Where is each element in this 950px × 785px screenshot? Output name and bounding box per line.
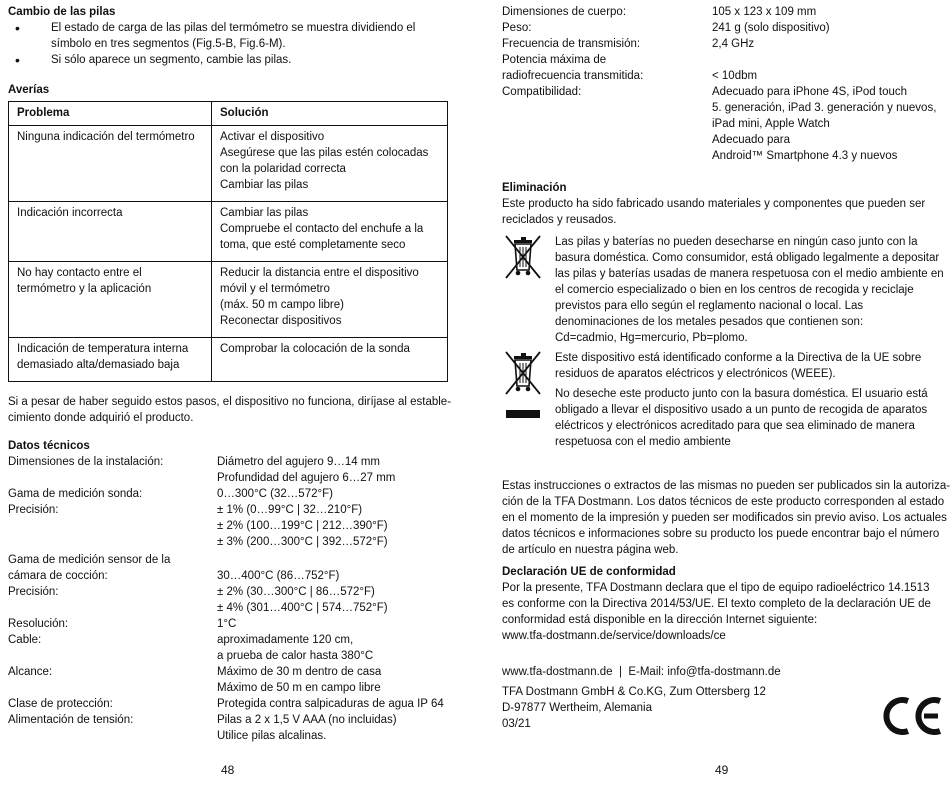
solution-line: (máx. 50 m campo libre): [220, 299, 344, 311]
text-line: las pilas y baterías usadas de manera respetuosa con el medio ambiente en: [555, 268, 944, 280]
text-line: en el momento de la impresión y pueden ser modificados sin previo aviso. Los actuales: [502, 512, 947, 524]
spec-label: Potencia máxima de: [502, 54, 607, 66]
tech-label: Resolución:: [8, 618, 69, 630]
problem-line: Ninguna indicación del termómetro: [17, 131, 195, 143]
text-line: Las pilas y baterías no pueden desecharse en ningún caso junto con la: [555, 236, 918, 248]
solution-line: Cambiar las pilas: [220, 179, 309, 191]
faults-table: [8, 101, 448, 382]
text-line: www.tfa-dostmann.de/service/downloads/ce: [502, 630, 726, 642]
battery-bullet: • Si sólo aparece un segmento, cambie las pilas.: [8, 52, 448, 68]
spec-label: Dimensiones de cuerpo:: [502, 6, 627, 18]
tech-label: Precisión:: [8, 586, 59, 598]
tech-data-list: [8, 454, 448, 744]
note-line: cimiento donde adquirió el producto.: [8, 412, 194, 424]
solution-cell: [212, 338, 448, 382]
tech-value: ± 2% (100…199°C | 212…390°F): [217, 520, 388, 532]
text-line: ción de la TFA Dostmann. Los datos técnicos de este producto corresponden al estado: [502, 496, 945, 508]
problem-line: Indicación incorrecta: [17, 207, 123, 219]
right-page: [502, 4, 950, 732]
table-row: [9, 126, 448, 202]
solution-line: Compruebe el contacto del enchufe a la: [220, 223, 424, 235]
text-line: eléctricos y electrónicos acreditado para que sea eliminado de manera: [555, 420, 915, 432]
tech-label: Precisión:: [8, 504, 59, 516]
tech-value: Máximo de 50 m en campo libre: [217, 682, 381, 694]
text-line: 03/21: [502, 718, 531, 730]
text-line: respetuosa con el medio ambiente: [555, 436, 731, 448]
tech-label: Cable:: [8, 634, 42, 646]
faults-heading: Averías: [8, 84, 50, 96]
legal-notice: [502, 478, 950, 558]
solution-cell: [212, 126, 448, 202]
tech-value: ± 1% (0…99°C | 32…210°F): [217, 504, 363, 516]
text-line: D-97877 Wertheim, Alemania: [502, 702, 652, 714]
faults-note: [8, 394, 452, 426]
spec-value: Adecuado para iPhone 4S, iPod touch: [712, 86, 908, 98]
text-line: denominaciones de los metales pesados que contienen son:: [555, 316, 864, 328]
solution-cell: [212, 202, 448, 262]
tech-value: 1°C: [217, 618, 237, 630]
tech-value: ± 4% (301…400°C | 574…752°F): [217, 602, 388, 614]
text-line: Este producto ha sido fabricado usando materiales y componentes que pueden ser: [502, 198, 926, 210]
spec-value: Android™ Smartphone 4.3 y nuevos: [712, 150, 898, 162]
tech-value: 0…300°C (32…572°F): [217, 488, 333, 500]
table-header-solution: Solución: [212, 102, 448, 126]
tech-value: Diámetro del agujero 9…14 mm: [217, 456, 380, 468]
text-line: de artículo en nuestra página web.: [502, 544, 679, 556]
solution-line: Cambiar las pilas: [220, 207, 309, 219]
tech-label: Dimensiones de la instalación:: [8, 456, 164, 468]
text-line: conformidad está disponible en la dirección Internet siguiente:: [502, 614, 818, 626]
text-line: Por la presente, TFA Dostmann declara que el tipo de equipo radioeléctrico 14.1513: [502, 582, 930, 594]
tech-value: Utilice pilas alcalinas.: [217, 730, 327, 742]
text-line: reciclados y reusados.: [502, 214, 617, 226]
spec-label: [502, 132, 712, 148]
text-line: No deseche este producto junto con la basura doméstica. El usuario está: [555, 388, 928, 400]
solution-line: Reconectar dispositivos: [220, 315, 342, 327]
tech-value: Máximo de 30 m dentro de casa: [217, 666, 382, 678]
weee-text: [555, 350, 944, 382]
weee-block: [502, 350, 944, 450]
text-line: datos técnicos e informaciones sobre su producto los puede encontrar bajo el número: [502, 528, 940, 540]
spec-label: Peso:: [502, 22, 532, 34]
spec-label: Compatibilidad:: [502, 86, 582, 98]
company-address: [502, 684, 944, 732]
spec-value: 5. generación, iPad 3. generación y nuevos,: [712, 102, 937, 114]
tech-value: a prueba de calor hasta 380°C: [217, 650, 374, 662]
table-header-problem: Problema: [9, 102, 212, 126]
spec-label: radiofrecuencia transmitida:: [502, 70, 644, 82]
text-line: Estas instrucciones o extractos de las mismas no pueden ser publicados sin la autoriza-: [502, 480, 950, 492]
spec-value: Adecuado para: [712, 134, 791, 146]
problem-cell: [9, 338, 212, 382]
problem-line: No hay contacto entre el: [17, 267, 142, 279]
problem-line: demasiado alta/demasiado baja: [17, 359, 180, 371]
battery-disposal-block: [502, 234, 944, 346]
text-line: TFA Dostmann GmbH & Co.KG, Zum Ottersberg 12: [502, 686, 766, 698]
text-line: previstos para ello según el reglamento nacional o local. Las: [555, 300, 864, 312]
solution-line: Activar el dispositivo: [220, 131, 325, 143]
battery-bullet: • El estado de carga de las pilas del termómetro se muestra dividiendo el símbolo en tres segmentos (Fig.5-B, Fig.6-M).: [8, 20, 448, 52]
weee-instruction-text: [555, 386, 944, 450]
ce-mark-icon: [879, 694, 943, 738]
problem-line: termómetro y la aplicación: [17, 283, 152, 295]
tech-label: Alimentación de tensión:: [8, 714, 134, 726]
problem-cell: [9, 262, 212, 338]
contact-line: www.tfa-dostmann.de | E-Mail: info@tfa-dostmann.de: [502, 666, 781, 678]
disposal-intro: [502, 196, 944, 228]
text-line: basura doméstica. Como consumidor, está obligado legalmente a depositar: [555, 252, 940, 264]
tech-label: Clase de protección:: [8, 698, 113, 710]
tech-value: [217, 552, 448, 568]
solution-cell: [212, 262, 448, 338]
specs-list: [502, 4, 944, 164]
tech-label: [8, 648, 217, 664]
tech-label: [8, 728, 217, 744]
tech-label: Gama de medición sensor de la: [8, 554, 171, 566]
problem-line: Indicación de temperatura interna: [17, 343, 189, 355]
table-row: [9, 338, 448, 382]
spec-value: iPad mini, Apple Watch: [712, 118, 830, 130]
tech-heading: Datos técnicos: [8, 440, 90, 452]
tech-value: ± 2% (30…300°C | 86…572°F): [217, 586, 375, 598]
text-line: residuos de aparatos eléctricos y electrónicos (WEEE).: [555, 368, 836, 380]
tech-label: Gama de medición sonda:: [8, 488, 143, 500]
tech-value: Pilas a 2 x 1,5 V AAA (no incluidas): [217, 714, 397, 726]
spec-value: 105 x 123 x 109 mm: [712, 6, 817, 18]
solution-line: móvil y el termómetro: [220, 283, 330, 295]
spec-value: 241 g (solo dispositivo): [712, 22, 830, 34]
spec-value: < 10dbm: [712, 70, 758, 82]
spec-value: [712, 52, 944, 68]
tech-label: [8, 680, 217, 696]
text-line: obligado a llevar el dispositivo usado a un punto de recogida de aparatos: [555, 404, 928, 416]
spec-label: [502, 100, 712, 116]
tech-label: Alcance:: [8, 666, 53, 678]
tech-label: cámara de cocción:: [8, 570, 108, 582]
page-number-left: 48: [221, 763, 235, 777]
tech-label: [8, 470, 217, 486]
tech-value: Protegida contra salpicaduras de agua IP 64: [217, 698, 444, 710]
problem-cell: [9, 126, 212, 202]
solution-line: Comprobar la colocación de la sonda: [220, 343, 410, 355]
text-line: es conforme con la Directiva 2014/53/UE. El texto completo de la declaración UE de: [502, 598, 931, 610]
table-row: [9, 262, 448, 338]
disposal-heading: Eliminación: [502, 182, 567, 194]
solution-line: Asegúrese que las pilas estén colocadas: [220, 147, 429, 159]
spec-label: [502, 116, 712, 132]
text-line: Cd=cadmio, Hg=mercurio, Pb=plomo.: [555, 332, 748, 344]
page-number-right: 49: [715, 763, 729, 777]
weee-bin-icon: [502, 350, 555, 450]
battery-heading: Cambio de las pilas: [8, 6, 116, 18]
spec-label: [502, 148, 712, 164]
battery-bullets: [8, 20, 448, 68]
tech-value: 30…400°C (86…752°F): [217, 570, 340, 582]
tech-value: Profundidad del agujero 6…27 mm: [217, 472, 396, 484]
table-row: [9, 202, 448, 262]
problem-cell: [9, 202, 212, 262]
note-line: Si a pesar de haber seguido estos pasos, el dispositivo no funciona, diríjase al estable-: [8, 396, 452, 408]
tech-label: [8, 534, 217, 550]
solution-line: con la polaridad correcta: [220, 163, 346, 175]
spec-label: Frecuencia de transmisión:: [502, 38, 641, 50]
crossed-bin-icon: [502, 234, 555, 346]
solution-line: Reducir la distancia entre el dispositivo: [220, 267, 419, 279]
solution-line: toma, que esté completamente seco: [220, 239, 406, 251]
tech-label: [8, 518, 217, 534]
tech-value: ± 3% (200…300°C | 392…572°F): [217, 536, 388, 548]
conformity-heading: Declaración UE de conformidad: [502, 566, 676, 578]
text-line: el comercio especializado o bien en los centros de recogida y reciclaje: [555, 284, 914, 296]
tech-label: [8, 600, 217, 616]
tech-value: aproximadamente 120 cm,: [217, 634, 354, 646]
conformity-text: [502, 580, 944, 644]
battery-disposal-text: [555, 234, 944, 346]
spec-value: 2,4 GHz: [712, 38, 755, 50]
left-page: [8, 4, 452, 744]
text-line: Este dispositivo está identificado conforme a la Directiva de la UE sobre: [555, 352, 922, 364]
